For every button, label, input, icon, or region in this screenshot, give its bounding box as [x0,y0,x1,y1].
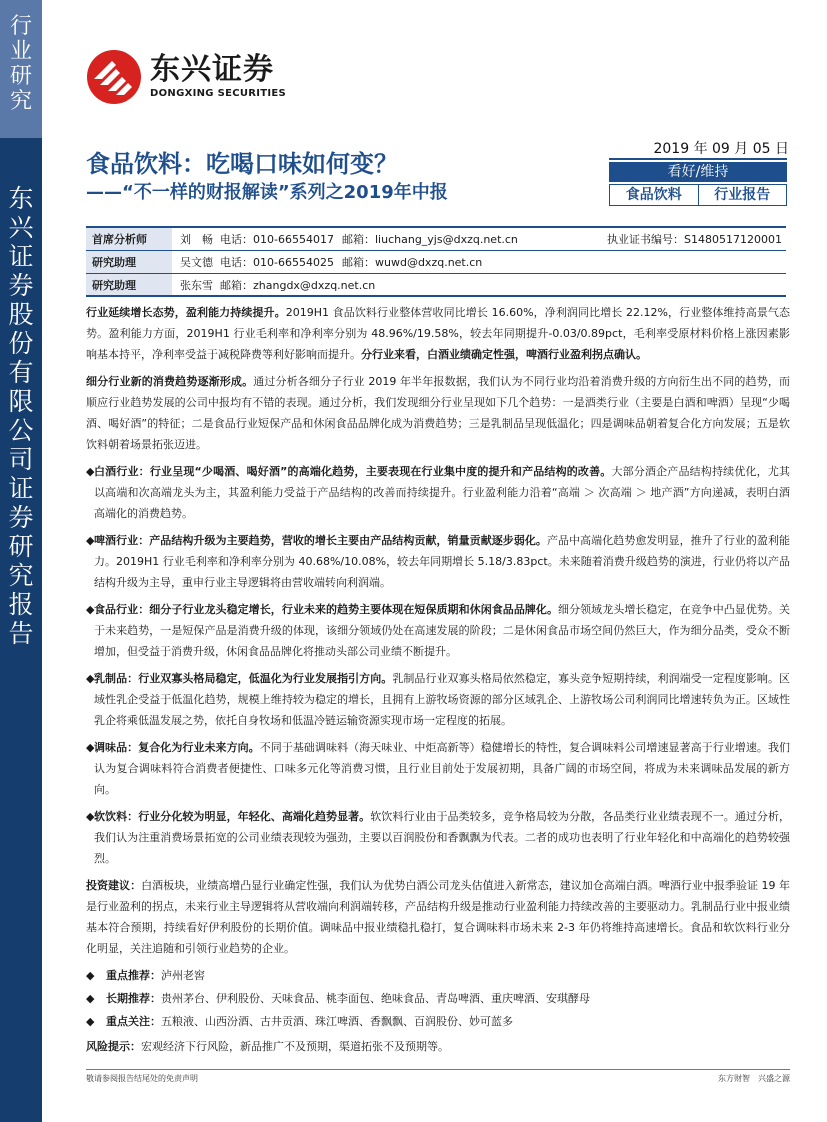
bullet-text: 不同于基础调味料（海天味业、中炬高新等）稳健增长的特性，复合调味料公司增速显著高于行业增速。我们认为复合调味料符合消费者便捷性、口味多元化等消费习惯，且行业目前处于发展初期，具备广阔的市场空间，将成为未来调味品发展的新方向。 [94,741,791,796]
analyst-name: 吴文德 [180,256,213,269]
analyst-phone: 电话：010-66554017 [220,233,334,246]
bullet-icon: ◆ [86,1015,95,1028]
report-body [86,302,790,1063]
analyst-role: 研究助理 [86,274,172,295]
sidebar-char: 东 [8,184,34,213]
bullet-lead: 乳制品：行业双寡头格局稳定，低温化为行业发展指引方向。 [94,672,393,685]
sidebar-char: 行 [9,14,32,39]
report-date: 2019 年 09 月 05 日 [653,141,789,157]
company-logo [86,48,300,106]
pick-item [86,1011,790,1032]
trend-bullet [86,530,790,593]
trend-bullet [86,806,790,869]
sidebar-char: 公 [8,416,34,445]
analyst-email[interactable]: 邮箱：zhangdx@dxzq.net.cn [220,278,376,292]
summary-text: 2019H1 食品饮料行业整体营收同比增长 16.60%，净利润同比增长 22.12%，行业整体维持高景气态势。盈利能力方面，2019H1 行业毛利率和净利率分别为 48.96%/19.58%，较去年同期提升-0.03/0.89pct，毛利率受原材料价格上涨因素影响基本持平，净利率受益于减税降费等利好影响而提升。 [86,306,791,361]
sidebar-category-label [10,14,32,114]
sidebar-char: 券 [8,503,34,532]
sidebar-report-label [8,184,33,648]
pick-text: 五粮液、山西汾酒、古井贡酒、珠江啤酒、香飘飘、百润股份、妙可蓝多 [161,1015,513,1028]
report-tags [609,184,787,206]
sidebar-char: 券 [8,271,34,300]
bullet-icon: ◆ [86,672,95,685]
risk-text: 宏观经济下行风险，新品推广不及预期，渠道拓张不及预期等。 [141,1040,449,1053]
sector-tag: 食品饮料 [609,184,699,206]
trends-text: 通过分析各细分子行业 2019 年半年报数据，我们认为不同行业均沿着消费升级的方向衍生出不同的趋势，而顺应行业趋势发展的公司中报均有不错的表现。通过分析，我们发现细分行业呈现如下几个趋势：一是酒类行业（主要是白酒和啤酒）呈现“少喝酒、喝好酒”的特征；二是食品行业短保产品和休闲食品品牌化成为消费趋势；三是乳制品呈现低温化；四是调味品朝着复合化方向发展；五是软饮料朝着场景拓张迈进。 [86,375,791,451]
bullet-icon: ◆ [86,603,95,616]
analyst-email[interactable]: 邮箱：wuwd@dxzq.net.cn [342,256,483,269]
report-subtitle: ——“不一样的财报解读”系列之2019年中报 [86,182,448,203]
sidebar-char: 有 [8,358,34,387]
sidebar-char: 研 [9,64,32,89]
risk-warning [86,1036,790,1057]
advice-lead: 投资建议： [86,879,142,892]
bullet-lead: 啤酒行业：产品结构升级为主要趋势，营收的增长主要由产品结构贡献，销量贡献逐步弱化。 [94,534,547,547]
disclaimer-note[interactable]: 敬请参阅报告结尾处的免责声明 [86,1074,198,1083]
rating-badge: 看好/维持 [609,162,787,182]
analyst-table [86,226,786,297]
logo-mark-icon [86,49,142,105]
bullet-lead: 白酒行业：行业呈现“少喝酒、喝好酒”的高端化趋势，主要表现在行业集中度的提升和产品结构的改善。 [94,465,612,478]
analyst-cert: 执业证书编号：S1480517120001 [607,233,782,246]
trends-lead: 细分行业新的消费趋势逐渐形成。 [86,375,254,388]
bullet-lead: 软饮料：行业分化较为明显，年轻化、高端化趋势显著。 [94,810,371,823]
sidebar-char: 份 [8,329,34,358]
trend-bullet [86,461,790,524]
bullet-lead: 调味品：复合化为行业未来方向。 [94,741,260,754]
bullet-text: 产品中高端化趋势愈发明显，推升了行业的盈利能力。2019H1 行业毛利率和净利率分别为 40.68%/10.08%，较去年同期增长 5.18/3.83pct。未来随着消费升级趋势的演进，行业仍将以产品结构升级为主导，重申行业主导逻辑将由营收端转向利润端。 [94,534,790,589]
trends-paragraph [86,371,790,455]
trend-bullet [86,668,790,731]
analyst-role: 研究助理 [86,251,172,273]
sidebar-char: 业 [9,39,32,64]
sidebar-char: 证 [8,474,34,503]
pick-label: 重点关注： [106,1015,161,1028]
pick-text: 泸州老窖 [161,969,205,982]
bullet-icon: ◆ [86,465,95,478]
pick-item [86,988,790,1009]
advice-text: 白酒板块，业绩高增凸显行业确定性强，我们认为优势白酒公司龙头估值进入新常态，建议加仓高端白酒。啤酒行业中报季验证 19 年是行业盈利的拐点，未来行业主导逻辑将从营收端向利润端转移，产品结构升级是推动行业盈利能力持续改善的主要驱动力。乳制品行业中报业绩基本符合预期，持续看好伊利股份的长期价值。调味品中报业绩稳扎稳打，复合调味料市场未来 2-3 年仍将维持高速增长。食品和软饮料行业分化明显，关注追随和引领行业趋势的企业。 [86,879,791,955]
bullet-text: 软饮料行业由于品类较多，竞争格局较为分散，各品类行业业绩表现不一。通过分析，我们认为注重消费场景拓宽的公司业绩表现较为强劲，主要以百润股份和香飘飘为代表。二者的成功也表明了行业年轻化和中高端化的趋势较强烈。 [94,810,791,865]
bullet-icon: ◆ [86,534,95,547]
analyst-row [86,251,786,274]
summary-paragraph [86,302,790,365]
bullet-icon: ◆ [86,992,95,1005]
pick-item [86,965,790,986]
analyst-name: 刘 畅 [180,233,213,246]
trend-bullet [86,599,790,662]
logo-name-cn: 东兴证券 [150,52,274,87]
bullet-text: 乳制品行业双寡头格局依然稳定，寡头竞争短期持续，利润端受一定程度影响。区域性乳企受益于低温化趋势，规模上维持较为稳定的增长，且拥有上游牧场资源的部分区域乳企、上游牧场公司利润同比增速转负为正。区域性乳企将乘低温发展之势，依托自身牧场和低温冷链运输资源实现市场一定程度的拓展。 [94,672,791,727]
bullet-lead: 食品行业：细分子行业龙头稳定增长，行业未来的趋势主要体现在短保质期和休闲食品品牌化。 [94,603,559,616]
sidebar-top [0,0,42,138]
analyst-role: 首席分析师 [86,228,172,250]
sidebar-char: 股 [8,300,34,329]
date-divider [609,158,787,160]
report-title: 食品饮料：吃喝口味如何变？ [86,150,398,178]
bullet-icon: ◆ [86,810,95,823]
summary-lead: 行业延续增长态势，盈利能力持续提升。 [86,306,286,319]
sidebar-char: 告 [8,619,34,648]
bullet-text: 大部分酒企产品结构持续优化，尤其以高端和次高端龙头为主，其盈利能力受益于产品结构的改善而持续提升。行业盈利能力沿着“高端 ＞ 次高端 ＞ 地产酒”方向递减，表明白酒高端化的消费趋势。 [94,465,791,520]
page-footer [86,1069,790,1084]
bullet-text: 细分领域龙头增长稳定，在竞争中凸显优势。关于未来趋势，一是短保产品是消费升级的体现，该细分领域仍处在高速发展的阶段；二是休闲食品市场空间仍然巨大，作为细分品类，受众不断增加，但受益于消费升级，休闲食品品牌化将推动头部公司业绩不断提升。 [94,603,790,658]
sidebar-char: 究 [9,89,32,114]
analyst-row [86,274,786,297]
analyst-name: 张东雪 [180,278,213,292]
sidebar-char: 兴 [8,213,34,242]
pick-label: 重点推荐： [106,969,161,982]
investment-advice [86,875,790,959]
trend-bullet [86,737,790,800]
sidebar-char: 限 [8,387,34,416]
bullet-icon: ◆ [86,741,95,754]
pick-text: 贵州茅台、伊利股份、天味食品、桃李面包、绝味食品、青岛啤酒、重庆啤酒、安琪酵母 [161,992,590,1005]
analyst-row [86,228,786,251]
logo-name-en: DONGXING SECURITIES [150,88,287,99]
analyst-phone: 电话：010-66554025 [220,256,334,269]
summary-conclusion: 分行业来看，白酒业绩确定性强，啤酒行业盈利拐点确认。 [361,348,647,361]
analyst-email[interactable]: 邮箱：liuchang_yjs@dxzq.net.cn [342,233,518,246]
pick-label: 长期推荐： [106,992,161,1005]
type-tag: 行业报告 [699,184,788,206]
bullet-icon: ◆ [86,969,95,982]
sidebar-char: 司 [8,445,34,474]
footer-slogan: 东方财智 兴盛之源 [718,1074,790,1083]
sidebar-char: 究 [8,561,34,590]
sidebar-char: 报 [8,590,34,619]
sidebar-char: 研 [8,532,34,561]
sidebar-bottom [0,138,42,1122]
risk-lead: 风险提示： [86,1040,141,1053]
sidebar-char: 证 [8,242,34,271]
